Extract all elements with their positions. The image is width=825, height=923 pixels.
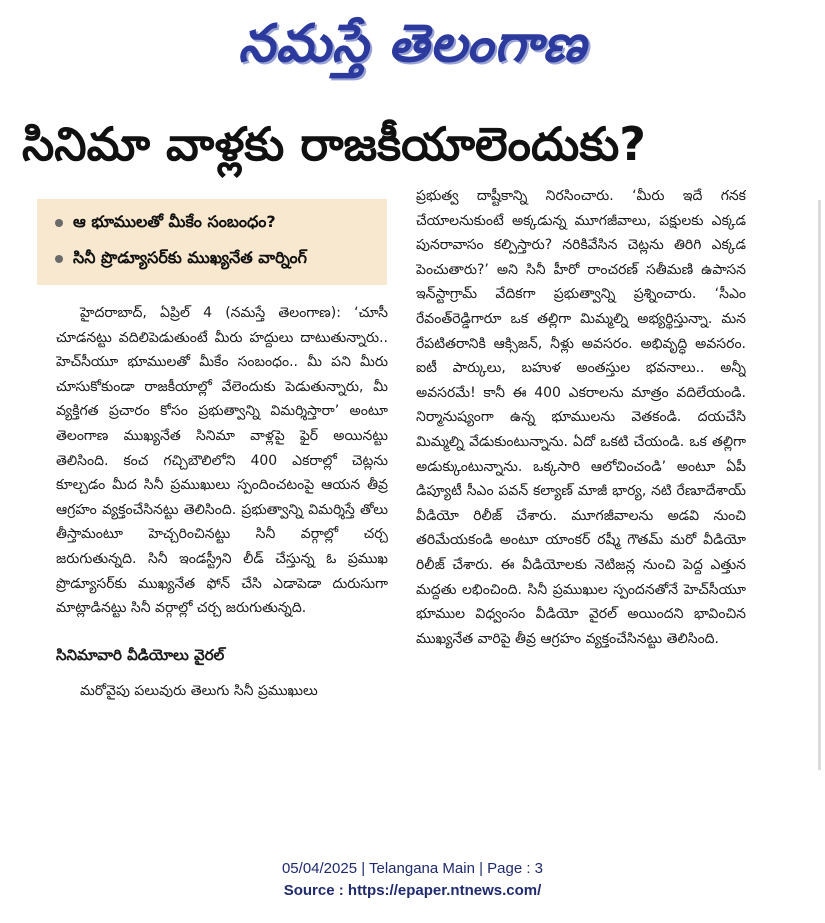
- newspaper-masthead: [0, 4, 825, 84]
- article-column-right: [416, 184, 746, 651]
- article-subheading: సినిమావారి వీడియోలు వైరల్: [56, 645, 225, 664]
- article-column-left: [56, 301, 388, 704]
- highlight-text: సినీ ప్రొడ్యూసర్‌కు ముఖ్యనేత వార్నింగ్: [73, 247, 307, 267]
- footer-date-line: 05/04/2025 | Telangana Main | Page : 3: [281, 860, 544, 877]
- article-paragraph: ప్రభుత్వ దాష్టీకాన్ని నిరసించారు. ‘మీరు ఇదే గనక చేయాలనుకుంటే అక్కడున్న మూగజీవాలు, పక్షులకు ఎక్కడ పునరావాసం కల్పిస్తారు? నరికివేసిన చెట్లను తిరిగి ఎక్కడ పెంచుతారు?’ అని సినీ హీరో రాంచరణ్ సతీమణి ఉపాసన ఇన్‌స్టాగ్రామ్ వేదికగా ప్రభుత్వాన్ని ప్రశ్నించారు. ‘సీఎం రేవంత్‌రెడ్డిగారూ ఒక తల్లిగా మిమ్మల్ని అభ్యర్థిస్తున్నా. మన రేపటితరానికి ఆక్సిజన్, నీళ్లు అవసరం. అభివృద్ధి అవసరం. ఐటీ పార్కులు, బహుళ అంతస్తుల భవనాలు.. అన్నీ అవసరమే! కానీ ఈ 400 ఎకరాలను మాత్రం వదిలేయండి. నిర్మానుష్యంగా ఉన్న భూములను వెతకండి. దయచేసి మిమ్మల్ని వేడుకుంటున్నాను. ఏదో ఒకటి చేయండి. ఒక తల్లిగా అడుక్కుంటున్నాను. ఒక్కసారి ఆలోచించండి’ అంటూ ఏపీ డిప్యూటీ సీఎం పవన్ కల్యాణ్ మాజీ భార్య, నటి రేణూదేశాయ్ వీడియో రిలీజ్ చేశారు. మూగజీవాలను అడవి నుంచి తరిమేయకండి అంటూ యాంకర్ రష్మీ గౌతమ్ మరో వీడియో రిలీజ్ చేశారు. ఈ వీడియోలకు నెటిజన్ల నుంచి పెద్ద ఎత్తున మద్దతు లభించింది. సినీ ప్రముఖుల స్పందనతోనే హెచ్‌సీయూ భూముల విధ్వంసం వీడియో వైరల్ అయిందని భావించిన ముఖ్యనేత వారిపై తీవ్ర ఆగ్రహం వ్యక్తంచేసినట్టు తెలిసింది.: [416, 188, 746, 647]
- highlight-item: [47, 205, 377, 241]
- column-divider: [818, 200, 821, 770]
- article-paragraph: హైదరాబాద్, ఏప్రిల్ 4 (నమస్తే తెలంగాణ): ‘చూసీ చూడనట్టు వదిలిపెడుతుంటే మీరు హద్దులు దాటుతున్నారు.. హెచ్‌సీయూ భూములతో మీకేం సంబంధం.. మీ పని మీరు చూసుకోకుండా రాజకీయాల్లో వేలెందుకు పెడుతున్నారు, మీ వ్యక్తిగత ప్రచారం కోసం ప్రభుత్వాన్ని విమర్శిస్తారా’ అంటూ తెలంగాణ ముఖ్యనేత సినిమా వాళ్లపై ఫైర్ అయినట్టు తెలిసింది. కంచ గచ్చిబౌలిలోని 400 ఎకరాల్లో చెట్లను కూల్చడం మీద సినీ ప్రముఖులు స్పందించటంపై ఆయన తీవ్ర ఆగ్రహం వ్యక్తంచేసినట్టు తెలిసింది. ప్రభుత్వాన్ని విమర్శిస్తే తోలు తీస్తామంటూ హెచ్చరించినట్టు సినీ వర్గాల్లో చర్చ జరుగుతున్నది. సినీ ఇండస్ట్రీని లీడ్ చేస్తున్న ఓ ప్రముఖ ప్రొడ్యూసర్‌కు ముఖ్యనేత ఫోన్ చేసి ఎడాపెడా దురుసుగా మాట్లాడినట్టు సినీ వర్గాల్లో చర్చ జరుగుతున్నది.: [56, 305, 388, 617]
- highlights-box: [37, 199, 387, 285]
- article-headline: సినిమా వాళ్లకు రాజకీయాలెందుకు?: [22, 117, 646, 171]
- masthead-title: నమస్తే తెలంగాణ: [238, 14, 587, 74]
- footer-source-line: Source : https://epaper.ntnews.com/: [283, 882, 542, 899]
- highlight-item: [47, 241, 377, 277]
- bullet-icon: [55, 255, 63, 263]
- highlight-text: ఆ భూములతో మీకేం సంబంధం?: [73, 211, 276, 231]
- article-paragraph: మరోవైపు పలువురు తెలుగు సినీ ప్రముఖులు: [80, 683, 318, 700]
- bullet-icon: [55, 219, 63, 227]
